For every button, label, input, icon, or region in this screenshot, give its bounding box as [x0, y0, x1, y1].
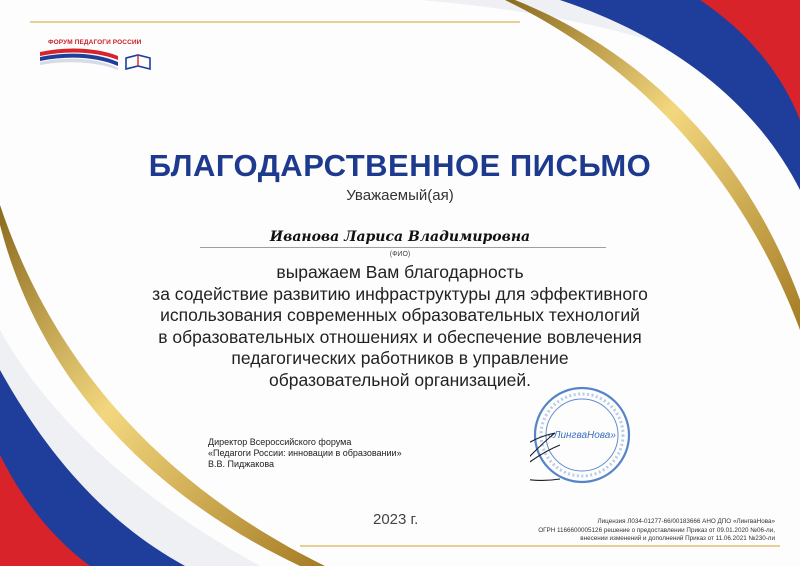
license-line: Лицензия Л034-01277-66/00183666 АНО ДПО «ЛингваНова»: [597, 518, 775, 525]
name-underline: [200, 247, 606, 248]
body-line: образовательной организацией.: [269, 369, 531, 390]
signatory-position: Директор Всероссийского форума: [208, 437, 352, 447]
book-icon: [126, 55, 150, 69]
greeting: Уважаемый(ая): [346, 187, 454, 204]
body-line: выражаем Вам благодарность: [276, 262, 524, 282]
name-caption: (ФИО): [389, 251, 411, 258]
body-line: педагогических работников в управление: [231, 348, 569, 368]
logo-text: ФОРУМ ПЕДАГОГИ РОССИИ: [48, 39, 142, 46]
certificate-title: БЛАГОДАРСТВЕННОЕ ПИСЬМО: [148, 148, 652, 183]
body-line: использования современных образовательных технологий: [160, 305, 640, 325]
license-line: внесении изменений и дополнений Приказ от 11.06.2021 №230-ли: [580, 535, 775, 542]
body-line: за содействие развитию инфраструктуры для эффективного: [152, 283, 648, 304]
stamp-center-text: «ЛингваНова»: [548, 430, 616, 441]
certificate-year: 2023 г.: [373, 511, 419, 528]
signatory-forum: «Педагоги России: инновации в образовании»: [208, 448, 402, 458]
signatory-name: В.В. Пиджакова: [208, 459, 275, 469]
license-line: ОГРН 1166600005126 решение о предоставлении Приказ от 09.01.2020 №06-ли,: [538, 526, 775, 534]
license-info: [538, 518, 775, 544]
signatory-block: [208, 437, 402, 470]
organization-stamp: [530, 383, 650, 493]
gratitude-text: [80, 262, 720, 391]
body-line: в образовательных отношениях и обеспечение вовлечения: [158, 326, 642, 347]
recipient-name: Иванова Лариса Владимировна: [269, 229, 531, 245]
